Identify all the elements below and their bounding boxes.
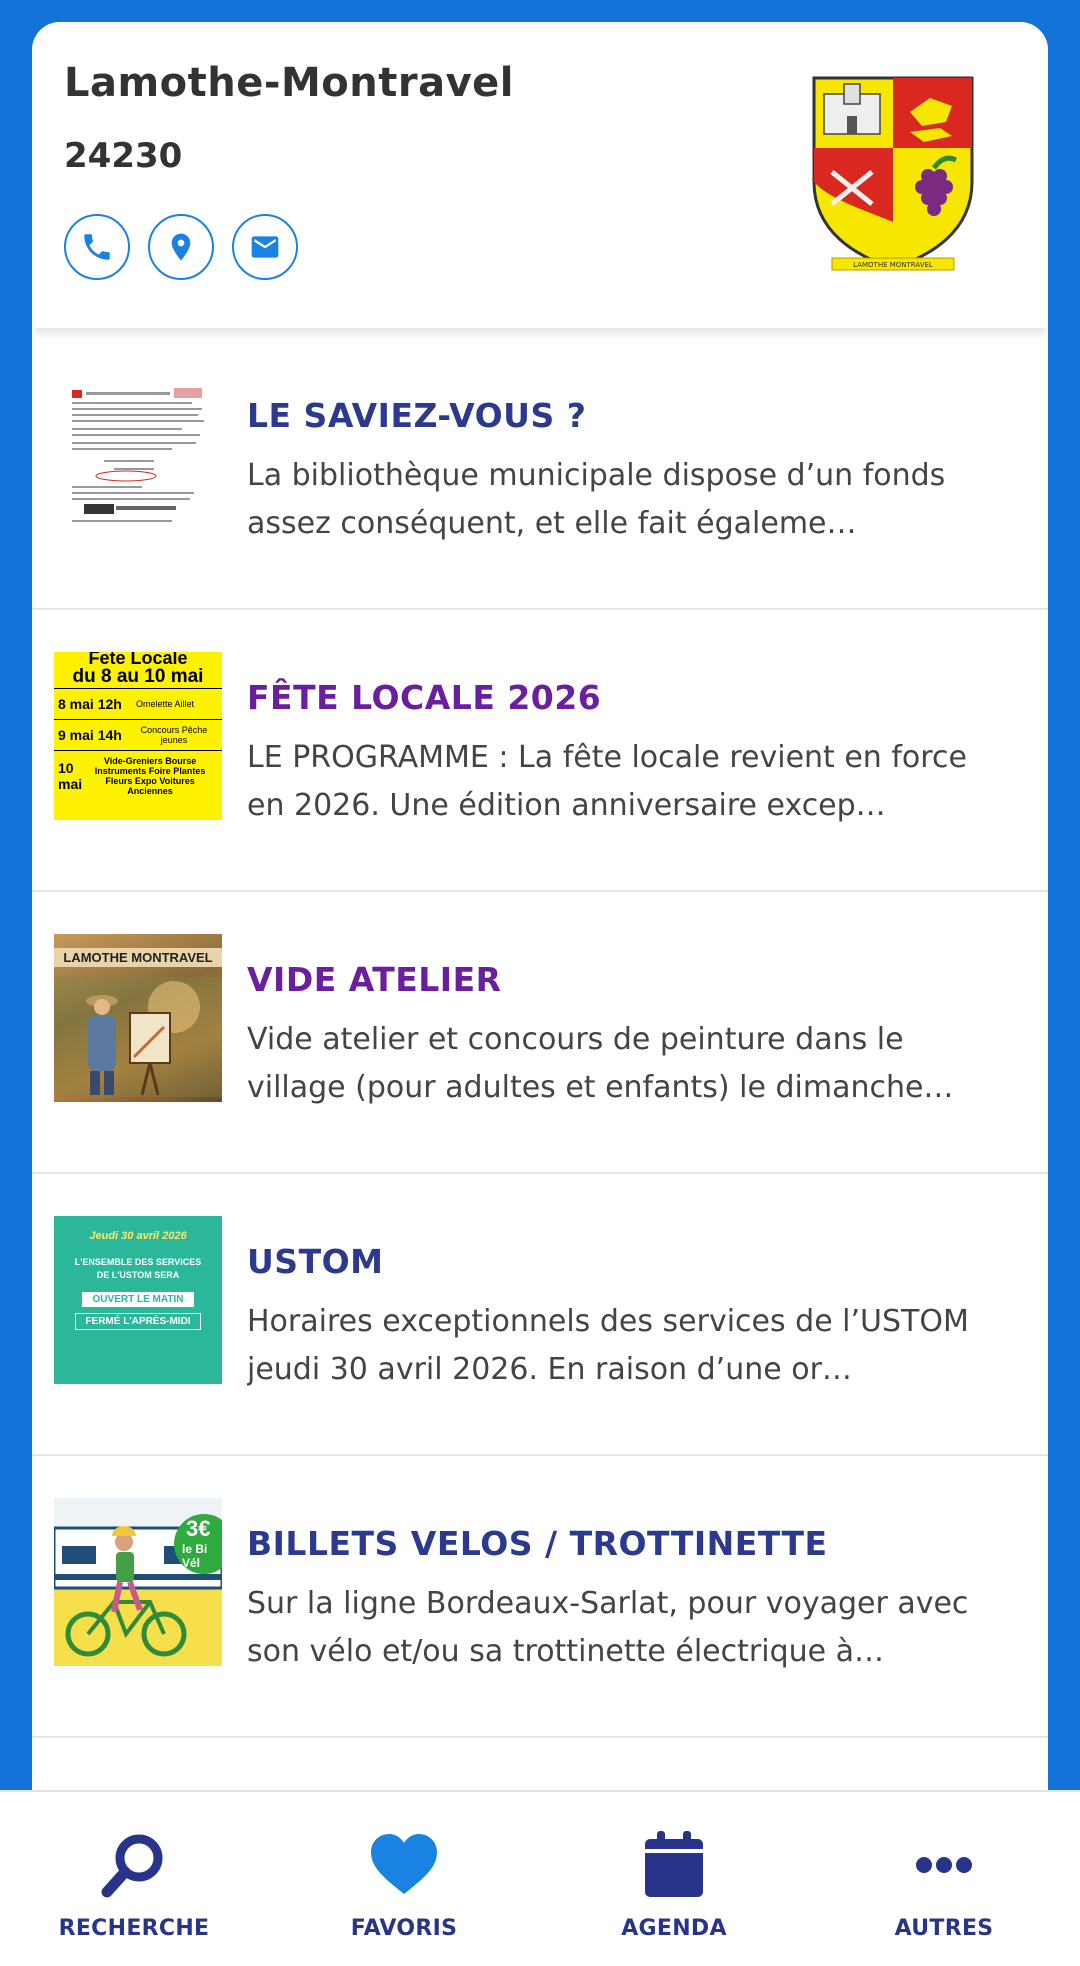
item-title: LE SAVIEZ-VOUS ?	[247, 396, 587, 435]
fete-locale-poster	[54, 652, 222, 820]
notice-text: L'ENSEMBLE DES SERVICES DE L'USTOM SERA	[74, 1257, 202, 1280]
main-card	[32, 22, 1048, 1792]
nav-label: RECHERCHE	[58, 1916, 210, 1941]
item-title: VIDE ATELIER	[247, 960, 502, 999]
painting-banner: LAMOTHE MONTRAVEL	[54, 948, 222, 967]
town-crest-logo	[810, 72, 976, 272]
price-badge: 3€	[186, 1516, 211, 1541]
news-list	[32, 328, 1048, 1792]
heart-icon	[369, 1834, 439, 1896]
phone-icon	[80, 230, 114, 264]
poster-day: 8 mai 12h	[58, 696, 122, 712]
calendar-icon	[643, 1831, 705, 1899]
phone-button[interactable]	[64, 214, 130, 280]
nav-label: AGENDA	[621, 1916, 727, 1941]
nav-recherche[interactable]	[34, 1792, 234, 1966]
notice-date: Jeudi 30 avril 2026	[89, 1230, 187, 1242]
item-description: Horaires exceptionnels des services de l’USTOM jeudi 30 avril 2026. En raison d’une or…	[247, 1304, 969, 1387]
poster-day: 9 mai 14h	[58, 727, 122, 743]
notice-closed: FERMÉ L'APRÈS-MIDI	[75, 1313, 201, 1330]
nav-favoris[interactable]	[304, 1792, 504, 1966]
list-item[interactable]	[32, 1174, 1048, 1456]
poster-heading: Fete Locale	[88, 652, 188, 668]
document-preview-image	[54, 370, 222, 538]
item-description: Sur la ligne Bordeaux-Sarlat, pour voyager avec son vélo et/ou sa trottinette électrique à…	[247, 1586, 969, 1669]
price-caption: le Bi Vél	[182, 1542, 208, 1570]
poster-day: 10 mai	[58, 760, 83, 792]
email-button[interactable]	[232, 214, 298, 280]
item-title: BILLETS VELOS / TROTTINETTE	[247, 1524, 828, 1563]
item-title: FÊTE LOCALE 2026	[247, 678, 602, 717]
item-title: USTOM	[247, 1242, 384, 1281]
poster-event: Concours Pêche jeunes	[140, 725, 208, 745]
painting-thumbnail	[54, 934, 222, 1102]
document-thumbnail	[54, 370, 222, 538]
town-name: Lamothe-Montravel	[64, 60, 514, 106]
list-item[interactable]	[32, 328, 1048, 610]
town-header	[32, 22, 1048, 328]
bottom-navigation	[0, 1790, 1080, 1966]
poster-event: Omelette Aillet	[136, 699, 195, 709]
poster-event: Vide-Greniers Bourse Instruments Foire Plantes Fleurs Expo Voitures Anciennes	[94, 756, 206, 796]
search-icon	[99, 1830, 169, 1900]
postal-code: 24230	[64, 136, 183, 176]
item-description: LE PROGRAMME : La fête locale revient en force en 2026. Une édition anniversaire excep…	[247, 740, 967, 823]
ustom-notice-thumbnail	[54, 1216, 222, 1384]
list-item[interactable]	[32, 610, 1048, 892]
nav-label: AUTRES	[894, 1916, 994, 1941]
item-description: La bibliothèque municipale dispose d’un fonds assez conséquent, et elle fait égaleme…	[247, 458, 946, 541]
more-icon	[914, 1855, 974, 1875]
crest-caption: LAMOTHE MONTRAVEL	[853, 261, 933, 269]
bike-ticket-thumbnail	[54, 1498, 222, 1666]
list-item[interactable]	[32, 892, 1048, 1174]
painter-illustration	[54, 967, 222, 1097]
item-description: Vide atelier et concours de peinture dans le village (pour adultes et enfants) le dimanche…	[247, 1022, 954, 1105]
mail-icon	[249, 231, 281, 263]
list-item[interactable]	[32, 1456, 1048, 1738]
nav-label: FAVORIS	[350, 1916, 458, 1941]
nav-agenda[interactable]	[574, 1792, 774, 1966]
poster-dates: du 8 au 10 mai	[72, 666, 204, 687]
nav-autres[interactable]	[844, 1792, 1044, 1966]
notice-open: OUVERT LE MATIN	[82, 1292, 194, 1307]
location-button[interactable]	[148, 214, 214, 280]
list-item[interactable]	[32, 1738, 1048, 1792]
location-pin-icon	[165, 231, 197, 263]
contact-actions	[64, 214, 298, 280]
